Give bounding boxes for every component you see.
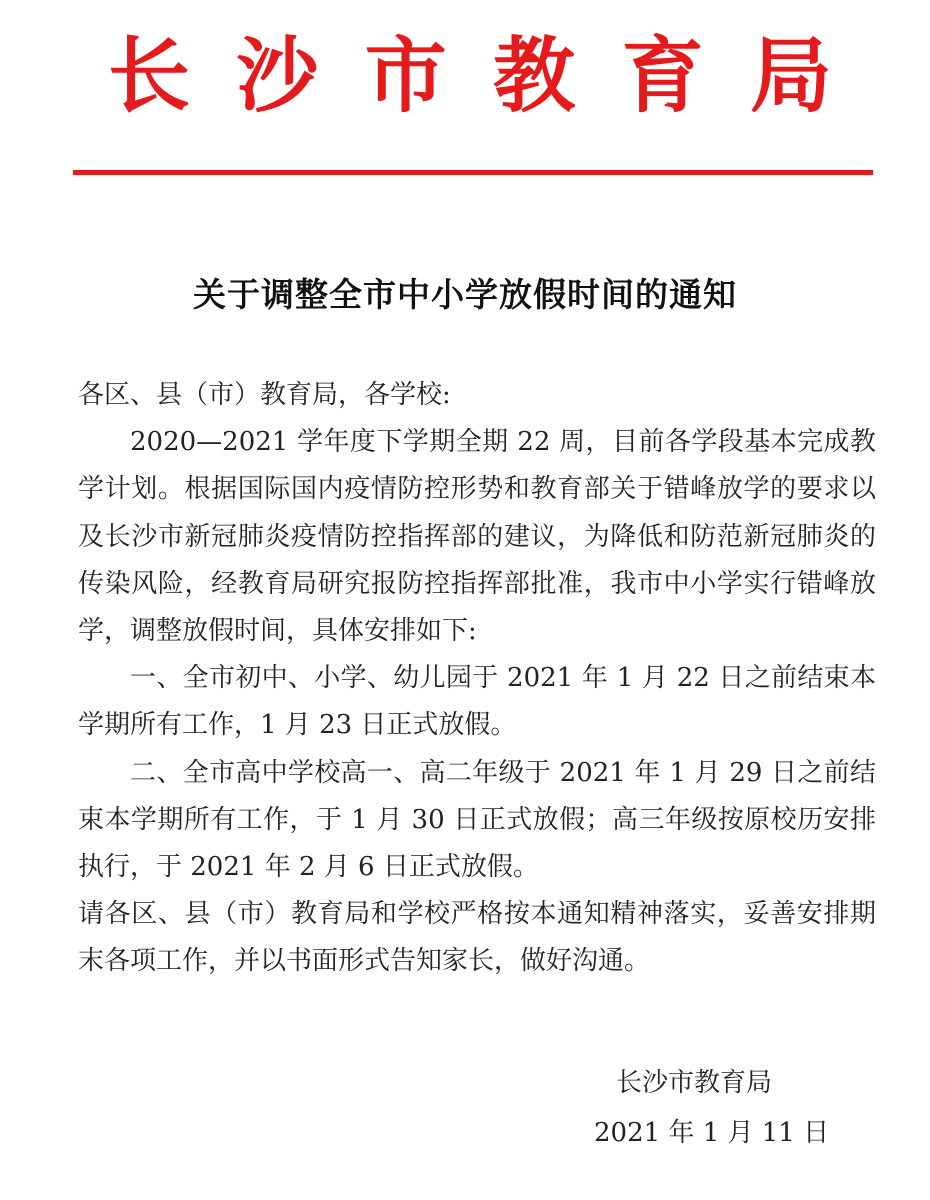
- red-header-rule: [73, 170, 873, 175]
- signature-block: [560, 1058, 860, 1158]
- issuer-char: 育: [621, 29, 704, 124]
- issuer-char: 市: [364, 29, 447, 124]
- closing-paragraph: 请各区、县（市）教育局和学校严格按本通知精神落实，妥善安排期末各项工作，并以书面形式告知家长，做好沟通。: [78, 899, 876, 977]
- salutation: 各区、县（市）教育局，各学校:: [78, 380, 451, 410]
- signature-organization: 长沙市教育局: [616, 1068, 773, 1098]
- document-title: 关于调整全市中小学放假时间的通知: [193, 275, 737, 314]
- body-paragraph: 二、全市高中学校高一、高二年级于 2021 年 1 月 29 日之前结束本学期所有工作，于 1 月 30 日正式放假；高三年级按原校历安排执行，于 2021 年 2 月 6 日正式放假。: [78, 757, 876, 883]
- body-paragraph: 一、全市初中、小学、幼儿园于 2021 年 1 月 22 日之前结束本学期所有工作，1 月 23 日正式放假。: [78, 663, 876, 741]
- issuer-char: 教: [493, 29, 576, 124]
- issuer-char: 长: [108, 29, 191, 124]
- body-paragraph: 2020—2021 学年度下学期全期 22 周，目前各学段基本完成教学计划。根据国际国内疫情防控形势和教育部关于错峰放学的要求以及长沙市新冠肺炎疫情防控指挥部的建议，为降低和防范新冠肺炎的传染风险，经教育局研究报防控指挥部批准，我市中小学实行错峰放学，调整放假时间，具体安排如下:: [78, 427, 876, 647]
- signature-date: 2021 年 1 月 11 日: [594, 1118, 830, 1148]
- issuer-char: 局: [749, 29, 832, 124]
- issuer-header: [70, 22, 870, 132]
- issuer-char: 沙: [236, 29, 319, 124]
- document-body: [78, 372, 876, 986]
